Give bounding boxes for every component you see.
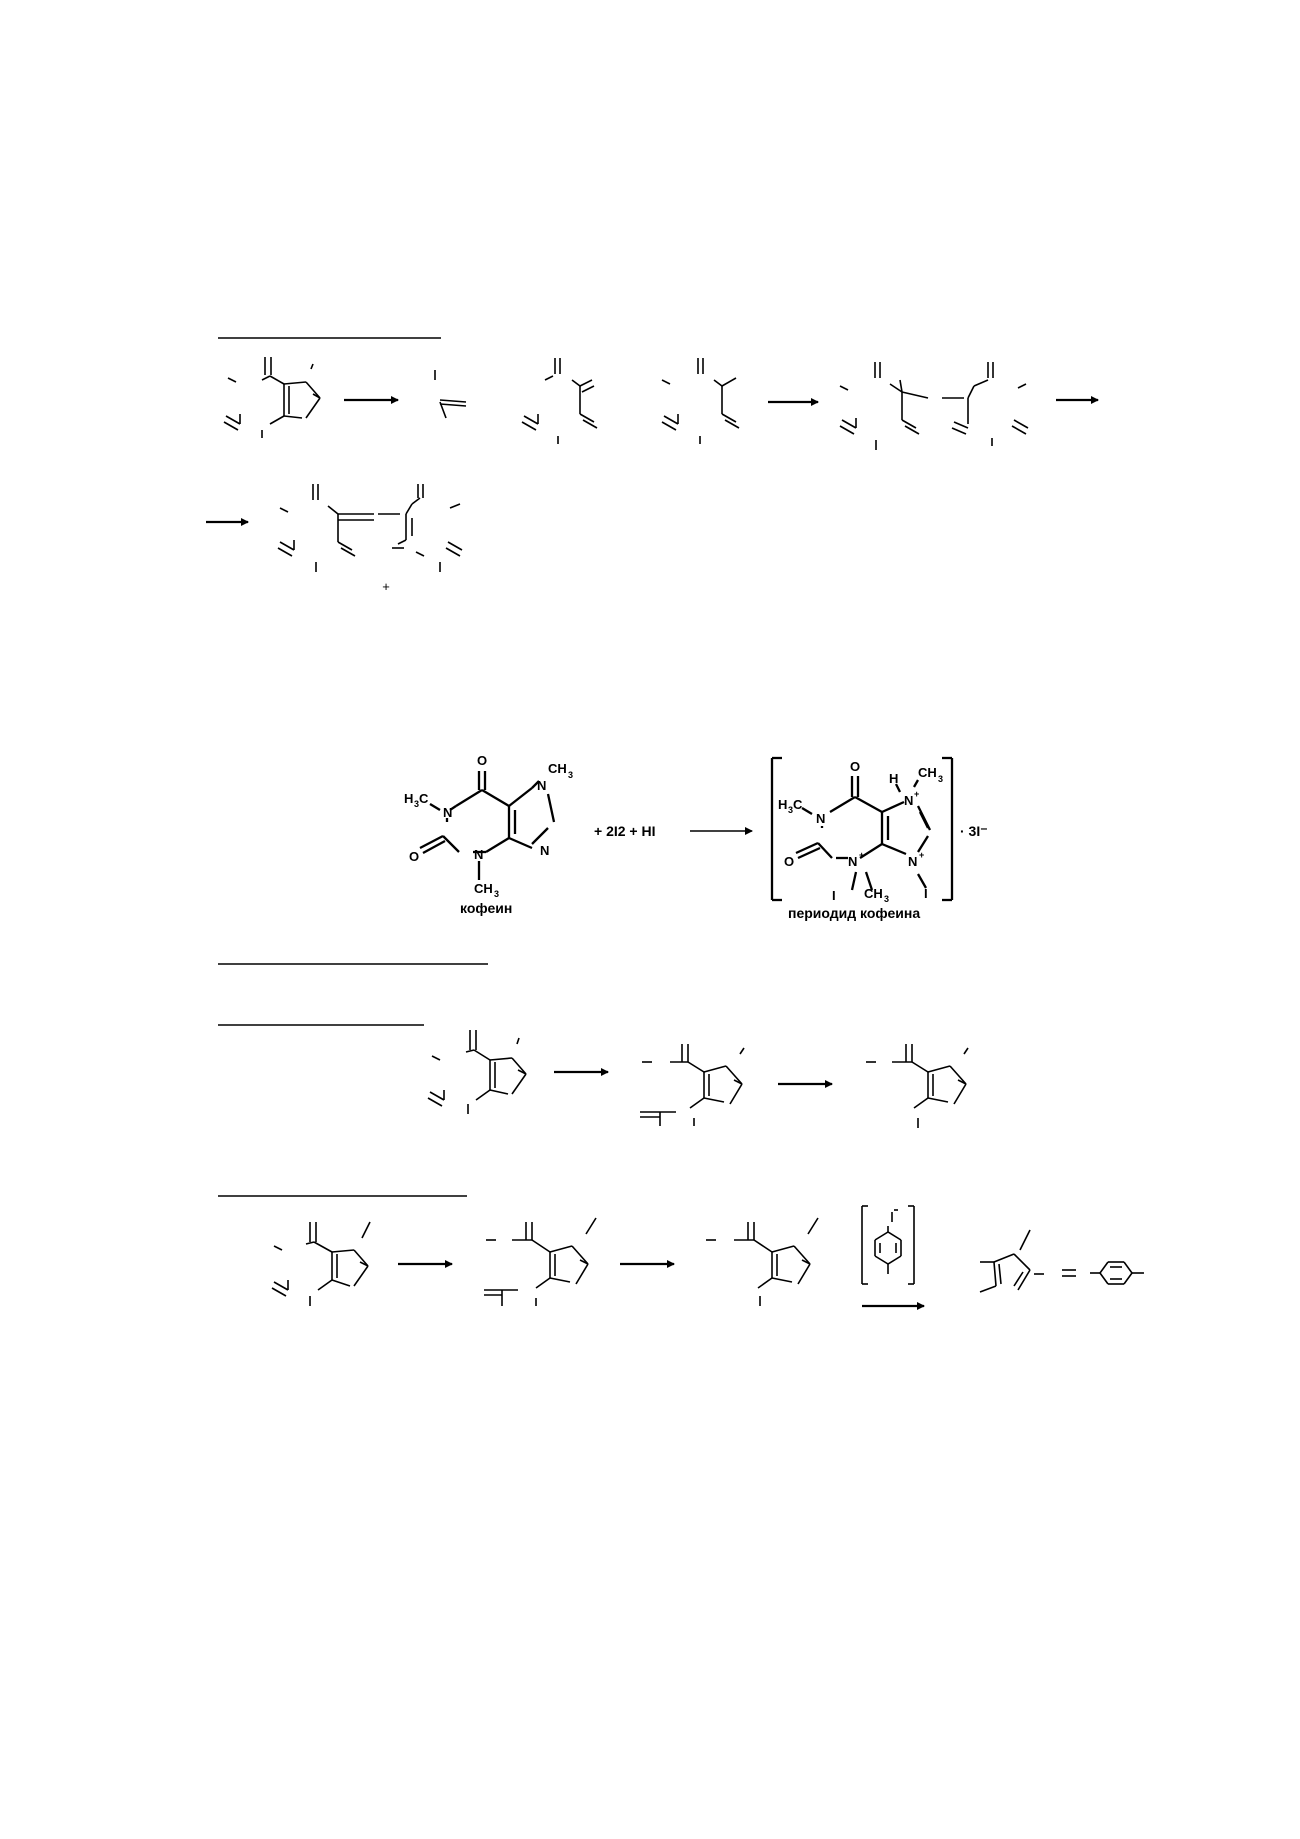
caffeine-label: кофеин: [460, 900, 513, 916]
scheme3-structure-intermediate: [640, 1044, 744, 1126]
periodide-counterion: · 3I⁻: [960, 823, 988, 839]
scheme1-structure-fragment: [435, 370, 466, 418]
periodide-methyl-n1: H: [778, 797, 788, 812]
periodide-atom-o-bottom: O: [784, 854, 795, 869]
scheme3-structure-product: [866, 1044, 968, 1128]
caffeine-methyl-n7-sub: 3: [568, 770, 574, 780]
scheme1-structure-dimer: [840, 362, 1028, 450]
caffeine-reagents: + 2I2 + HI: [594, 823, 656, 839]
caffeine-methyl-n1: H: [404, 791, 414, 806]
periodide-atom-n9: N: [908, 854, 918, 869]
scheme1-plus-sign: +: [382, 579, 390, 594]
periodide-atom-n7: N: [904, 793, 914, 808]
caffeine-atom-n3: N: [474, 847, 484, 862]
caffeine-methyl-n1-c: C: [419, 791, 429, 806]
scheme1-structure-ring-c: [662, 358, 739, 444]
periodide-methyl-n1-c: C: [793, 797, 803, 812]
caffeine-atom-n7: N: [537, 778, 547, 793]
caffeine-atom-o-bottom: O: [409, 849, 420, 864]
caffeine-methyl-n1-sub: 3: [414, 799, 420, 809]
periodide-atom-o-top: O: [850, 759, 861, 774]
diazonium-benzene-ring: [875, 1210, 901, 1274]
scheme4-azo-product: [980, 1230, 1144, 1292]
scheme1-structure-ring-b: [522, 358, 597, 444]
caffeine-atom-n1: N: [443, 805, 453, 820]
periodide-charge-n7: +: [914, 789, 920, 799]
periodide-charge-n3: +: [859, 850, 865, 860]
periodide-charge-n9: +: [919, 850, 925, 860]
scheme4-structure-intermediate: [484, 1218, 596, 1306]
periodide-methyl-n7: CH: [918, 765, 937, 780]
scheme1-structure-product: [278, 484, 462, 572]
caffeine-methyl-n3: CH: [474, 881, 493, 896]
periodide-atom-n1: N: [816, 811, 826, 826]
periodide-atom-n3: N: [848, 854, 858, 869]
periodide-methyl-n1-sub: 3: [788, 805, 794, 815]
scheme3-structure-purine: [428, 1030, 526, 1114]
periodide-label: периодид кофеина: [788, 905, 921, 921]
scheme4-structure-product: [706, 1218, 818, 1306]
caffeine-methyl-n7: CH: [548, 761, 567, 776]
periodide-methyl-n3: CH: [864, 886, 883, 901]
scheme1-structure-purine: [224, 357, 320, 438]
periodide-iodine-n9: I: [924, 886, 928, 901]
periodide-iodine-n3: I: [832, 888, 836, 903]
periodide-methyl-n3-sub: 3: [884, 894, 890, 904]
periodide-methyl-n7-sub: 3: [938, 774, 944, 784]
caffeine-atom-o-top: O: [477, 753, 488, 768]
caffeine-methyl-n3-sub: 3: [494, 889, 500, 899]
caffeine-structure: [420, 771, 554, 880]
caffeine-atom-n9: N: [540, 843, 550, 858]
scheme4-structure-purine: [272, 1222, 370, 1306]
periodide-atom-h: H: [889, 771, 899, 786]
